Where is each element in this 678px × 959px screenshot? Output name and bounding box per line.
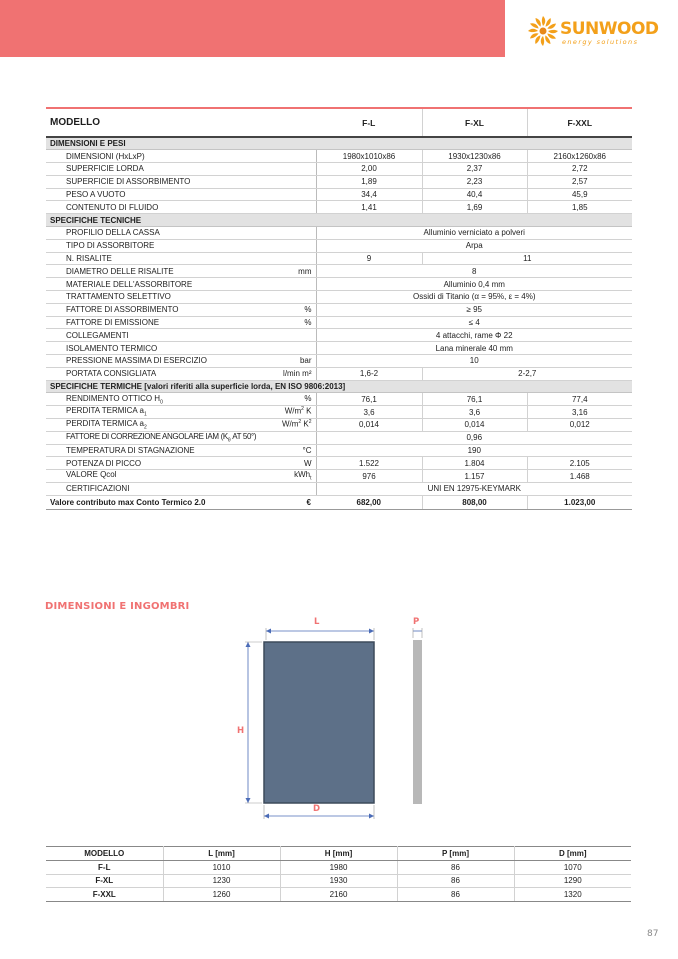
spec-row	[46, 470, 632, 483]
spec-row	[46, 316, 632, 329]
row-label	[46, 265, 316, 278]
row-value: Alluminio verniciato a polveri	[316, 227, 632, 240]
unit-text	[294, 470, 311, 482]
brand-logo	[527, 15, 667, 49]
spec-row	[46, 393, 632, 406]
model-col-header: F-XL	[422, 108, 527, 137]
row-value: UNI EN 12975-KEYMARK	[316, 483, 632, 496]
row-value: 1,6-2	[316, 367, 422, 380]
table-cell: 1010	[163, 861, 280, 875]
brand-name: SUNWOOD	[560, 19, 659, 39]
spec-row	[46, 239, 632, 252]
unit-text: %	[304, 305, 312, 315]
row-label	[46, 431, 316, 444]
row-label	[46, 457, 316, 470]
collector-side-profile	[413, 640, 422, 804]
spec-row	[46, 227, 632, 240]
column-header: P [mm]	[397, 847, 514, 861]
row-label: PROFILIO DELLA CASSA	[46, 227, 316, 240]
table-row	[46, 888, 631, 902]
row-value: 0,014	[422, 419, 527, 432]
spec-row	[46, 163, 632, 176]
unit-text	[285, 406, 312, 416]
dimensions-table	[46, 846, 631, 902]
row-value: 2.105	[527, 457, 632, 470]
label-text: TEMPERATURA DI STAGNAZIONE	[66, 446, 195, 456]
label-text: RENDIMENTO OTTICO H	[66, 393, 161, 403]
row-value: Arpa	[316, 239, 632, 252]
unit-text: %	[304, 318, 312, 328]
table-row	[46, 861, 631, 875]
table-row	[46, 874, 631, 888]
row-label	[46, 419, 316, 432]
row-value: 1.023,00	[527, 495, 632, 509]
row-label	[46, 406, 316, 419]
unit-text: %	[304, 393, 312, 403]
row-value: 8	[316, 265, 632, 278]
table-cell: 1260	[163, 888, 280, 902]
row-label: DIMENSIONI (HxLxP)	[46, 150, 316, 163]
collector-diagram	[230, 615, 440, 820]
spec-row	[46, 355, 632, 368]
dimensions-title: DIMENSIONI E INGOMBRI	[45, 601, 190, 612]
unit-tail: K	[303, 406, 312, 416]
row-value: 2160x1260x86	[527, 150, 632, 163]
spec-row	[46, 150, 632, 163]
unit-sub: t	[310, 475, 312, 482]
unit-text: l/min m²	[283, 369, 312, 379]
row-label: SUPERFICIE DI ASSORBIMENTO	[46, 175, 316, 188]
table-cell: F-L	[46, 861, 163, 875]
row-value: 1,69	[422, 201, 527, 214]
label-text: PERDITA TERMICA a	[66, 419, 144, 429]
row-value: 1930x1230x86	[422, 150, 527, 163]
row-value: 1,85	[527, 201, 632, 214]
row-value: 2,57	[527, 175, 632, 188]
arrow-head	[264, 814, 269, 819]
row-value: 9	[316, 252, 422, 265]
page-number: 87	[647, 929, 659, 939]
unit-text: W	[303, 458, 312, 468]
row-label	[46, 470, 316, 483]
spec-row	[46, 342, 632, 355]
row-label: N. RISALITE	[46, 252, 316, 265]
row-label: MATERIALE DELL'ASSORBITORE	[46, 278, 316, 291]
row-value: 682,00	[316, 495, 422, 509]
label-tail: AT 50°)	[230, 431, 257, 441]
table-cell: F-XXL	[46, 888, 163, 902]
row-value: 76,1	[422, 393, 527, 406]
row-label	[46, 316, 316, 329]
label-text: FATTORE DI CORREZIONE ANGOLARE IAM (K	[66, 431, 228, 441]
row-value: 2,00	[316, 163, 422, 176]
row-label: COLLEGAMENTI	[46, 329, 316, 342]
table-cell: 1320	[514, 888, 631, 902]
label-text: PRESSIONE MASSIMA DI ESERCIZIO	[66, 356, 207, 366]
label-h: H	[237, 726, 245, 736]
label-sub: 1	[143, 411, 147, 418]
contribution-row	[46, 495, 632, 509]
row-label	[46, 393, 316, 406]
spec-header-row	[46, 108, 632, 137]
row-value: 1980x1010x86	[316, 150, 422, 163]
table-cell: 86	[397, 861, 514, 875]
row-value: ≤ 4	[316, 316, 632, 329]
table-cell: 1230	[163, 874, 280, 888]
row-label: TRATTAMENTO SELETTIVO	[46, 291, 316, 304]
dimensions-header-row	[46, 847, 631, 861]
table-cell: 1070	[514, 861, 631, 875]
spec-row	[46, 483, 632, 496]
row-label: TIPO DI ASSORBITORE	[46, 239, 316, 252]
unit-text: bar	[299, 356, 312, 366]
row-value: 3,6	[316, 406, 422, 419]
spec-row	[46, 329, 632, 342]
row-value: 3,16	[527, 406, 632, 419]
spec-row	[46, 175, 632, 188]
row-value: Alluminio 0,4 mm	[316, 278, 632, 291]
row-value: 190	[316, 444, 632, 457]
row-label	[46, 495, 316, 509]
row-value: 1.468	[527, 470, 632, 483]
row-value: 2,72	[527, 163, 632, 176]
unit-main: W/m	[281, 419, 299, 429]
spec-row	[46, 444, 632, 457]
label-l: L	[314, 617, 320, 627]
label-text: FATTORE DI ASSORBIMENTO	[66, 305, 179, 315]
label-text: PORTATA CONSIGLIATA	[66, 369, 157, 379]
row-value: Lana minerale 40 mm	[316, 342, 632, 355]
label-sub: θ	[227, 437, 231, 444]
arrow-head	[266, 629, 271, 634]
column-header: H [mm]	[280, 847, 397, 861]
table-cell: 2160	[280, 888, 397, 902]
spec-row	[46, 252, 632, 265]
collector-drawing	[230, 615, 440, 820]
table-cell: 1980	[280, 861, 397, 875]
sun-icon	[527, 15, 559, 47]
row-value: 2-2,7	[422, 367, 632, 380]
unit-text: °C	[302, 446, 312, 456]
table-cell: 1930	[280, 874, 397, 888]
unit-main: kWh	[294, 470, 311, 480]
unit-sup: 2	[308, 419, 312, 426]
arrow-head	[369, 629, 374, 634]
row-value: 40,4	[422, 188, 527, 201]
unit-text: €	[306, 497, 311, 507]
row-label	[46, 444, 316, 457]
row-value: 0,014	[316, 419, 422, 432]
column-header: D [mm]	[514, 847, 631, 861]
row-value: 76,1	[316, 393, 422, 406]
row-label: CONTENUTO DI FLUIDO	[46, 201, 316, 214]
spec-row	[46, 291, 632, 304]
spec-row	[46, 367, 632, 380]
label-text: PERDITA TERMICA a	[66, 406, 144, 416]
row-value: 0,012	[527, 419, 632, 432]
row-label	[46, 367, 316, 380]
label-sub: 2	[143, 424, 147, 431]
row-value: 1,89	[316, 175, 422, 188]
row-value: 11	[422, 252, 632, 265]
spec-row	[46, 406, 632, 419]
table-cell: 86	[397, 874, 514, 888]
label-sub: 0	[160, 399, 163, 406]
row-label	[46, 355, 316, 368]
label-text: POTENZA DI PICCO	[66, 458, 142, 468]
spec-table	[46, 107, 632, 510]
table-cell: 1290	[514, 874, 631, 888]
unit-text: mm	[298, 266, 312, 276]
spec-row	[46, 457, 632, 470]
collector-panel	[264, 642, 374, 803]
unit-text	[282, 419, 312, 429]
row-value: 2,37	[422, 163, 527, 176]
label-text: Valore contributo max Conto Termico 2.0	[50, 497, 206, 507]
table-cell: 86	[397, 888, 514, 902]
label-text: DIAMETRO DELLE RISALITE	[66, 266, 174, 276]
spec-row	[46, 431, 632, 444]
label-text: VALORE Qcol	[66, 470, 117, 480]
row-value: 3,6	[422, 406, 527, 419]
unit-tail: K	[301, 419, 309, 429]
label-d: D	[313, 804, 321, 814]
spec-row	[46, 201, 632, 214]
section-title: SPECIFICHE TERMICHE [valori riferiti alla superficie lorda, EN ISO 9806:2013]	[46, 380, 632, 393]
column-header: L [mm]	[163, 847, 280, 861]
table-cell: F-XL	[46, 874, 163, 888]
row-value: 4 attacchi, rame Φ 22	[316, 329, 632, 342]
model-col-header: F-XXL	[527, 108, 632, 137]
row-value: 1.157	[422, 470, 527, 483]
brand-tagline: energy solutions	[562, 38, 639, 46]
model-header: MODELLO	[46, 108, 316, 137]
row-value: 77,4	[527, 393, 632, 406]
spec-row	[46, 265, 632, 278]
row-value: Ossidi di Titanio (α = 95%, ε = 4%)	[316, 291, 632, 304]
unit-sup: 2	[301, 406, 304, 413]
spec-row	[46, 188, 632, 201]
row-value: 1.522	[316, 457, 422, 470]
row-label	[46, 303, 316, 316]
row-value: 34,4	[316, 188, 422, 201]
row-label: ISOLAMENTO TERMICO	[46, 342, 316, 355]
section-title: DIMENSIONI E PESI	[46, 137, 632, 150]
arrow-head	[246, 798, 251, 803]
spec-row	[46, 419, 632, 432]
label-p: P	[413, 617, 420, 627]
column-header: MODELLO	[46, 847, 163, 861]
spec-row	[46, 303, 632, 316]
arrow-head	[369, 814, 374, 819]
row-value: 976	[316, 470, 422, 483]
label-text: FATTORE DI EMISSIONE	[66, 318, 160, 328]
row-value: ≥ 95	[316, 303, 632, 316]
row-value: 0,96	[316, 431, 632, 444]
row-label: SUPERFICIE LORDA	[46, 163, 316, 176]
row-value: 808,00	[422, 495, 527, 509]
row-value: 45,9	[527, 188, 632, 201]
row-value: 1.804	[422, 457, 527, 470]
arrow-head	[246, 642, 251, 647]
row-label: CERTIFICAZIONI	[46, 483, 316, 496]
model-col-header: F-L	[316, 108, 422, 137]
unit-sup: 2	[298, 419, 302, 426]
unit-main: W/m	[284, 406, 302, 416]
row-value: 1,41	[316, 201, 422, 214]
header-band	[0, 0, 505, 57]
row-value: 2,23	[422, 175, 527, 188]
spec-row	[46, 278, 632, 291]
row-value: 10	[316, 355, 632, 368]
section-title: SPECIFICHE TECNICHE	[46, 214, 632, 227]
row-label: PESO A VUOTO	[46, 188, 316, 201]
